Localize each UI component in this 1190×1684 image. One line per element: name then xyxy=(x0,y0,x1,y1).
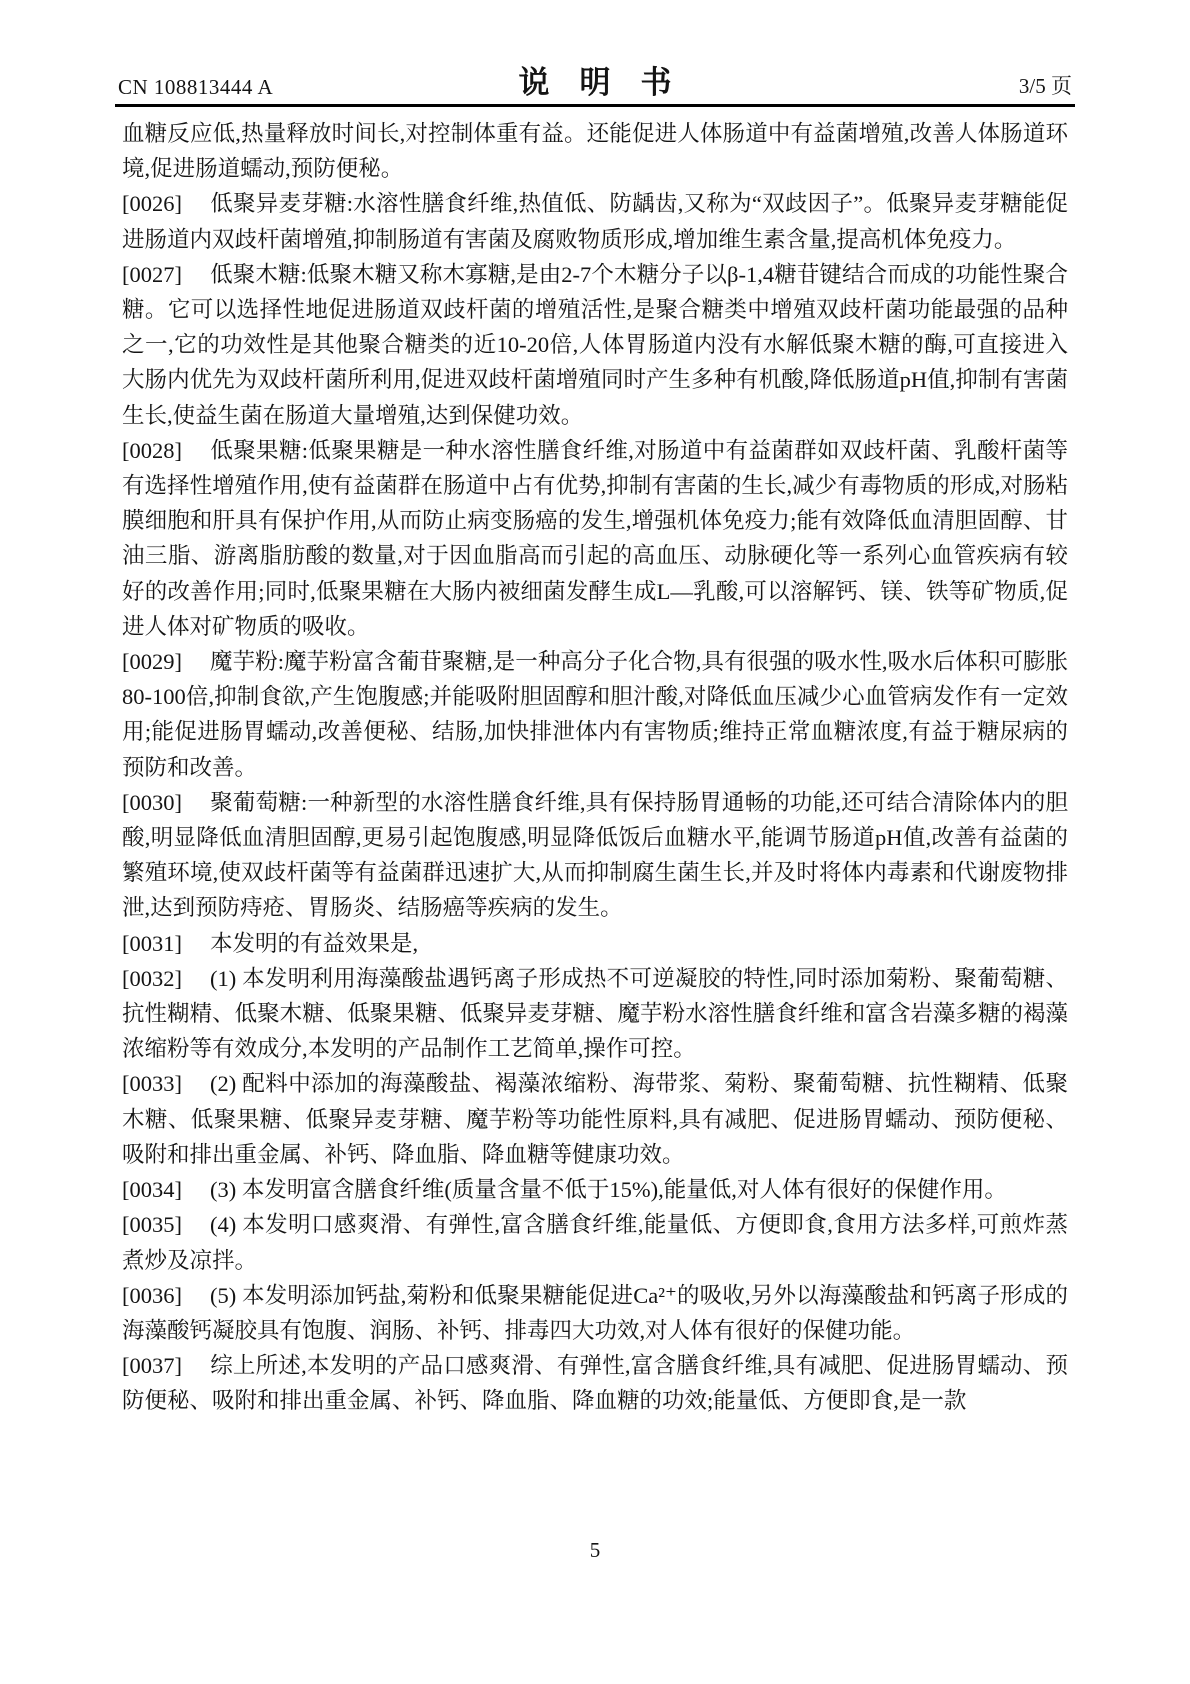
page-header xyxy=(118,58,1072,100)
page-number: 5 xyxy=(589,1538,601,1562)
paragraph-number: [0030] xyxy=(122,789,182,815)
paragraph-text: 聚葡萄糖:一种新型的水溶性膳食纤维,具有保持肠胃通畅的功能,还可结合清除体内的胆酸,明显降低血清胆固醇,更易引起饱腹感,明显降低饭后血糖水平,能调节肠道pH值,改善有益菌的繁殖环境,使双歧杆菌等有益菌群迅速扩大,从而抑制腐生菌生长,并及时将体内毒素和代谢废物排泄,达到预防痔疮、胃肠炎、结肠癌等疾病的发生。 xyxy=(122,789,1068,921)
paragraph-text: 综上所述,本发明的产品口感爽滑、有弹性,富含膳食纤维,具有减肥、促进肠胃蠕动、预防便秘、吸附和排出重金属、补钙、降血脂、降血糖的功效;能量低、方便即食,是一款 xyxy=(122,1353,1068,1414)
paragraph-number: [0027] xyxy=(122,261,182,287)
paragraph-0033 xyxy=(122,1066,1068,1172)
paragraph-text: 魔芋粉:魔芋粉富含葡苷聚糖,是一种高分子化合物,具有很强的吸水性,吸水后体积可膨胀80-100倍,抑制食欲,产生饱腹感;并能吸附胆固醇和胆汁酸,对降低血压减少心血管病发作有一定效用;能促进肠胃蠕动,改善便秘、结肠,加快排泄体内有害物质;维持正常血糖浓度,有益于糖尿病的预防和改善。 xyxy=(122,649,1068,780)
page-indicator: 3/5 页 xyxy=(1018,74,1072,98)
paragraph-number: [0036] xyxy=(122,1282,182,1308)
paragraph-number: [0035] xyxy=(122,1212,182,1238)
paragraph-text: (4) 本发明口感爽滑、有弹性,富含膳食纤维,能量低、方便即食,食用方法多样,可煎炸蒸煮炒及凉拌。 xyxy=(122,1212,1068,1273)
doc-title-wrap xyxy=(118,57,1072,102)
paragraph-0032 xyxy=(122,961,1068,1067)
paragraph-number: [0031] xyxy=(122,930,182,956)
paragraph-0027 xyxy=(122,257,1068,433)
paragraph-text: (1) 本发明利用海藻酸盐遇钙离子形成热不可逆凝胶的特性,同时添加菊粉、聚葡萄糖、抗性糊精、低聚木糖、低聚果糖、低聚异麦芽糖、魔芋粉水溶性膳食纤维和富含岩藻多糖的褐藻浓缩粉等有效成分,本发明的产品制作工艺简单,操作可控。 xyxy=(122,965,1068,1062)
paragraph-0028 xyxy=(122,433,1068,644)
paragraph-0036 xyxy=(122,1278,1068,1348)
paragraph-number: [0028] xyxy=(122,437,182,463)
paragraph-number: [0029] xyxy=(122,649,182,675)
paragraph-0030 xyxy=(122,785,1068,926)
doc-title: 说明书 xyxy=(518,65,702,100)
header-rule xyxy=(115,104,1075,107)
paragraph-text: (3) 本发明富含膳食纤维(质量含量不低于15%),能量低,对人体有很好的保健作用。 xyxy=(210,1177,1007,1203)
paragraph-0034 xyxy=(122,1172,1068,1207)
paragraph-number: [0034] xyxy=(122,1177,182,1203)
paragraph-0026 xyxy=(122,186,1068,256)
paragraph-number: [0032] xyxy=(122,965,182,991)
paragraph-text: 低聚果糖:低聚果糖是一种水溶性膳食纤维,对肠道中有益菌群如双歧杆菌、乳酸杆菌等有选择性增殖作用,使有益菌群在肠道中占有优势,抑制有害菌的生长,减少有毒物质的形成,对肠粘膜细胞和肝具有保护作用,从而防止病变肠癌的发生,增强机体免疫力;能有效降低血清胆固醇、甘油三脂、游离脂肪酸的数量,对于因血脂高而引起的高血压、动脉硬化等一系列心血管疾病有较好的改善作用;同时,低聚果糖在大肠内被细菌发酵生成L—乳酸,可以溶解钙、镁、铁等矿物质,促进人体对矿物质的吸收。 xyxy=(122,437,1068,639)
paragraph-number: [0033] xyxy=(122,1071,182,1097)
paragraph-continuation xyxy=(122,116,1068,186)
paragraph-0035 xyxy=(122,1207,1068,1277)
paragraph-text: 低聚异麦芽糖:水溶性膳食纤维,热值低、防龋齿,又称为“双歧因子”。低聚异麦芽糖能促进肠道内双歧杆菌增殖,抑制肠道有害菌及腐败物质形成,增加维生素含量,提高机体免疫力。 xyxy=(122,191,1068,252)
paragraph-0037 xyxy=(122,1348,1068,1418)
paragraph-number: [0026] xyxy=(122,191,182,217)
paragraph-text: (5) 本发明添加钙盐,菊粉和低聚果糖能促进Ca²⁺的吸收,另外以海藻酸盐和钙离子形成的海藻酸钙凝胶具有饱腹、润肠、补钙、排毒四大功效,对人体有很好的保健功能。 xyxy=(122,1282,1068,1343)
paragraph-0031 xyxy=(122,926,1068,961)
paragraph-text: 本发明的有益效果是, xyxy=(210,930,419,956)
doc-number: CN 108813444 A xyxy=(118,75,274,99)
paragraph-text: (2) 配料中添加的海藻酸盐、褐藻浓缩粉、海带浆、菊粉、聚葡萄糖、抗性糊精、低聚木糖、低聚果糖、低聚异麦芽糖、魔芋粉等功能性原料,具有减肥、促进肠胃蠕动、预防便秘、吸附和排出重金属、补钙、降血脂、降血糖等健康功效。 xyxy=(122,1071,1068,1167)
paragraph-0029 xyxy=(122,644,1068,785)
document-body xyxy=(122,116,1068,1419)
paragraph-text: 血糖反应低,热量释放时间长,对控制体重有益。还能促进人体肠道中有益菌增殖,改善人体肠道环境,促进肠道蠕动,预防便秘。 xyxy=(122,121,1068,182)
page-footer xyxy=(0,1538,1190,1563)
paragraph-text: 低聚木糖:低聚木糖又称木寡糖,是由2-7个木糖分子以β-1,4糖苷键结合而成的功能性聚合糖。它可以选择性地促进肠道双歧杆菌的增殖活性,是聚合糖类中增殖双歧杆菌功能最强的品种之一,它的功效性是其他聚合糖类的近10-20倍,人体胃肠道内没有水解低聚木糖的酶,可直接进入大肠内优先为双歧杆菌所利用,促进双歧杆菌增殖同时产生多种有机酸,降低肠道pH值,抑制有害菌生长,使益生菌在肠道大量增殖,达到保健功效。 xyxy=(122,261,1068,428)
paragraph-number: [0037] xyxy=(122,1353,182,1379)
